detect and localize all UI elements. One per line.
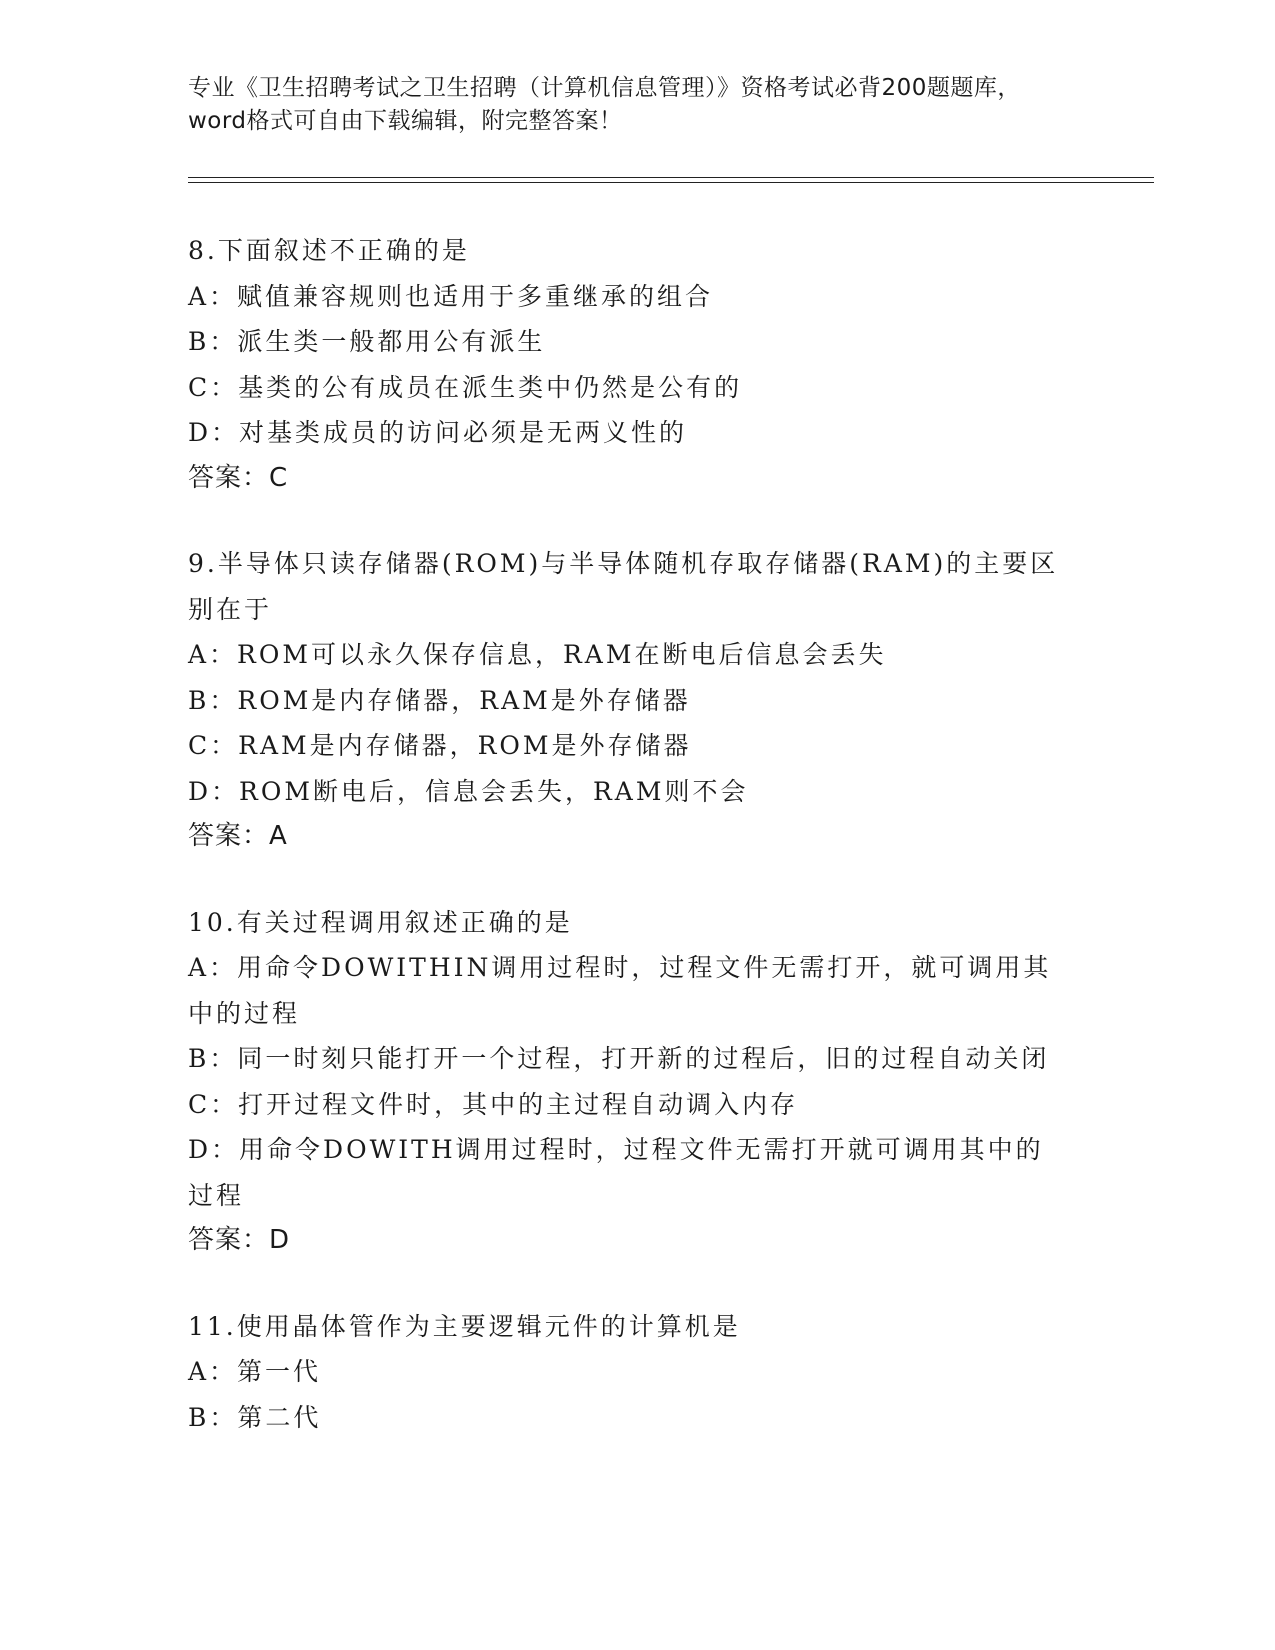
option-b: B：ROM是内存储器，RAM是外存储器 — [188, 685, 691, 715]
question-8 — [188, 228, 1068, 501]
question-stem: 8.下面叙述不正确的是 — [188, 236, 470, 265]
answer-label: 答案：A — [188, 821, 288, 851]
header-divider-bottom — [188, 182, 1154, 183]
question-10 — [188, 900, 1068, 1264]
answer-label: 答案：C — [188, 462, 289, 493]
option-d: D：对基类成员的访问必须是无两义性的 — [188, 418, 688, 447]
option-a: A：赋值兼容规则也适用于多重继承的组合 — [188, 281, 714, 311]
option-b: B：派生类一般都用公有派生 — [188, 327, 546, 356]
header-title-line-2: word格式可自由下载编辑，附完整答案！ — [188, 108, 623, 134]
option-b: B：第二代 — [188, 1402, 322, 1432]
question-stem: 11.使用晶体管作为主要逻辑元件的计算机是 — [188, 1311, 741, 1341]
option-b: B：同一时刻只能打开一个过程，打开新的过程后，旧的过程自动关闭 — [188, 1044, 1050, 1073]
option-c: C：打开过程文件时，其中的主过程自动调入内存 — [188, 1089, 799, 1119]
document-header — [188, 72, 1088, 138]
header-title-line-1: 专业《卫生招聘考试之卫生招聘（计算机信息管理）》资格考试必背200题题库， — [188, 75, 1021, 101]
option-a: A：ROM可以永久保存信息，RAM在断电后信息会丢失 — [188, 640, 887, 669]
question-stem: 10.有关过程调用叙述正确的是 — [188, 907, 573, 937]
question-9 — [188, 541, 1068, 860]
option-d: D：ROM断电后，信息会丢失，RAM则不会 — [188, 776, 749, 806]
option-a: A：用命令DOWITHIN调用过程时，过程文件无需打开，就可调用其中的过程 — [188, 953, 1052, 1028]
header-divider-top — [188, 177, 1154, 178]
option-c: C：RAM是内存储器，ROM是外存储器 — [188, 731, 692, 760]
answer-label: 答案：D — [188, 1225, 291, 1255]
option-d: D：用命令DOWITH调用过程时，过程文件无需打开就可调用其中的过程 — [188, 1135, 1044, 1210]
question-stem: 9.半导体只读存储器(ROM)与半导体随机存取存储器(RAM)的主要区别在于 — [188, 549, 1059, 624]
option-c: C：基类的公有成员在派生类中仍然是公有的 — [188, 372, 743, 402]
question-11 — [188, 1304, 1068, 1441]
option-a: A：第一代 — [188, 1357, 322, 1386]
question-list — [188, 228, 1068, 1480]
